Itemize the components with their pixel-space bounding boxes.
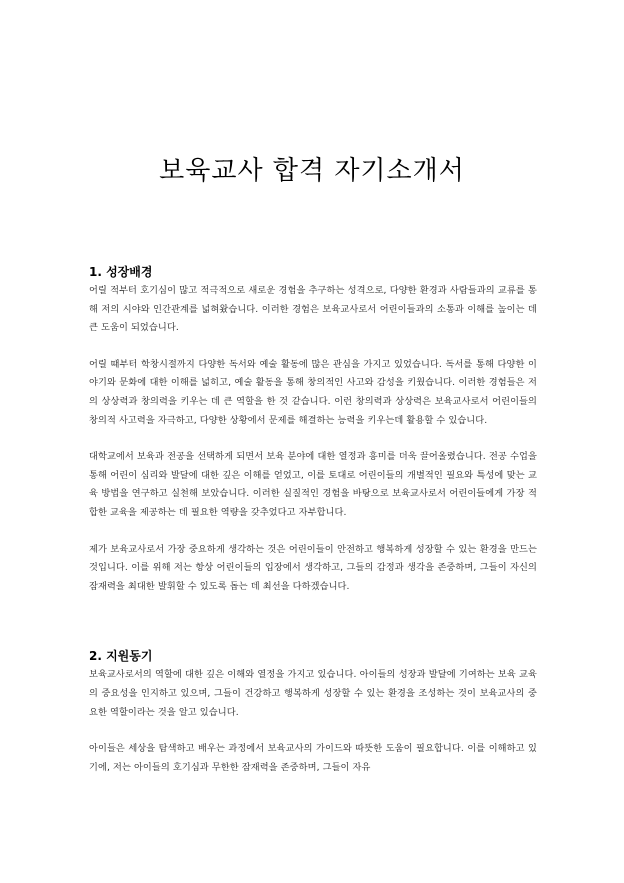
section-growth-background: [89, 264, 537, 596]
paragraph: 제가 보육교사로서 가장 중요하게 생각하는 것은 어린이들이 안전하고 행복하게 성장할 수 있는 환경을 만드는 것입니다. 이를 위해 저는 항상 어린이들의 입장에서 생각하고, 그들의 감정과 생각을 존중하며, 그들이 자신의 잠재력을 최대한 발휘할 수 있도록 돕는 데 최선을 다하겠습니다.: [89, 543, 537, 592]
section-heading: 1. 성장배경: [89, 265, 153, 279]
section-heading: 2. 지원동기: [89, 649, 153, 664]
paragraph: 대학교에서 보육과 전공을 선택하게 되면서 보육 분야에 대한 열정과 흥미를 더욱 끌어올렸습니다. 전공 수업을 통해 어린이 심리와 발달에 대한 깊은 이해를 얻었고, 이를 토대로 어린이들의 개별적인 필요와 특성에 맞는 교육 방법을 연구하고 실천해 보았습니다. 이러한 실질적인 경험을 바탕으로 보육교사로서 어린이들에게 가장 적합한 교육을 제공하는 데 필요한 역량을 갖추었다고 자부합니다.: [89, 451, 537, 518]
paragraph: 어릴 때부터 학창시절까지 다양한 독서와 예술 활동에 많은 관심을 가지고 있었습니다. 독서를 통해 다양한 이야기와 문화에 대한 이해를 넓히고, 예술 활동을 통해 창의적인 사고와 감성을 키웠습니다. 이러한 경험들은 저의 상상력과 창의력을 키우는 데 큰 역할을 한 것 같습니다. 이런 창의력과 상상력은 보육교사로서 어린이들의 창의적 사고력을 자극하고, 다양한 상황에서 문제를 해결하는 능력을 키우는데 활용할 수 있습니다.: [89, 358, 537, 426]
document-title: 보육교사 합격 자기소개서: [159, 156, 465, 186]
paragraph: 어릴 적부터 호기심이 많고 적극적으로 새로운 경험을 추구하는 성격으로, 다양한 환경과 사람들과의 교류를 통해 저의 시야와 인간관계를 넓혀왔습니다. 이러한 경험은 보육교사로서 어린이들과의 소통과 이해를 높이는 데 큰 도움이 되었습니다.: [89, 285, 537, 334]
paragraph: 보육교사로서의 역할에 대한 깊은 이해와 열정을 가지고 있습니다. 아이들의 성장과 발달에 기여하는 보육 교육의 중요성을 인지하고 있으며, 그들이 건강하고 행복하게 성장할 수 있는 환경을 조성하는 것이 보육교사의 중요한 역할이라는 것을 알고 있습니다.: [89, 669, 537, 718]
section-motivation: [89, 648, 537, 777]
paragraph: 아이들은 세상을 탐색하고 배우는 과정에서 보육교사의 가이드와 따뜻한 도움이 필요합니다. 이를 이해하고 있기에, 저는 아이들의 호기심과 무한한 잠재력을 존중하며, 그들이 자유: [89, 743, 537, 773]
document-body: [89, 264, 537, 777]
